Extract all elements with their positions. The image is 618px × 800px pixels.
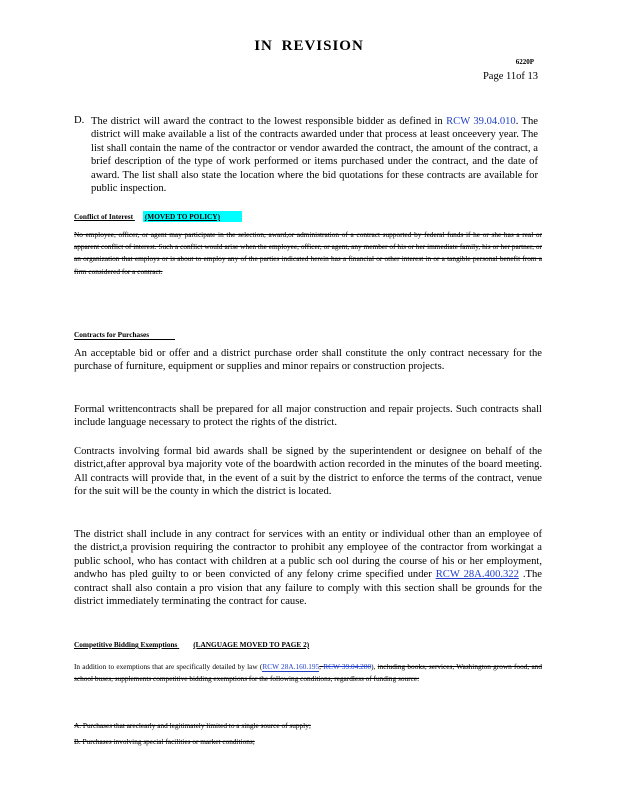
- contracts-paragraph-2: Formal writtencontracts shall be prepared for all major construction and repair projects. Such contracts shall include language necessary to protect the rights of the district.: [74, 404, 542, 429]
- contracts-paragraph-4-start: The district shall include in any contract for services with an entity or individual other than an employee of the district,a provision requiring the contractor to prohibit any employee of the contractor from workingat a public school, who has contact with children at a public sch ool during the course of his or her employment, andwho has pled guilty to or been convicted of any felony crime specified under: [74, 529, 542, 581]
- page-title: IN REVISION: [254, 38, 364, 54]
- competitive-link-separator: ,: [319, 662, 324, 671]
- competitive-paragraph: [74, 661, 542, 685]
- exemption-item-a: A. Purchases that areclearly and legitimately limited to a single source of supply;: [74, 721, 311, 730]
- section-d-text-start: The district will award the contract to the lowest responsible bidder as defined in: [91, 116, 447, 127]
- language-moved-label: (LANGUAGE MOVED TO PAGE 2): [193, 640, 310, 649]
- rcw-39-04-280-link[interactable]: RCW 39.04.280: [323, 662, 372, 671]
- page-number: Page 11of 13: [482, 71, 538, 82]
- conflict-heading-text: Conflict of Interest: [74, 212, 134, 221]
- rcw-39-04-010-link[interactable]: RCW 39.04.010: [446, 116, 516, 127]
- section-d-text-end: . The district will make available a list of the contracts awarded under that process at least onceevery year. The list shall contain the name of the contractor or vendor awarded the contract, the amount of the contract, a brief description of the type of work performed or items purchased under the contract, and the date of award. The list shall also state the location where the bid quotations for these contracts are available for public inspection.: [91, 116, 539, 195]
- section-d-marker: D.: [74, 115, 85, 126]
- competitive-struck-text: including books, services, Washington grown food, and school buses, supplements competitive bidding exemptions for the following conditions, regardless of funding source:: [74, 662, 542, 684]
- rcw-28a-160-195-link[interactable]: RCW 28A.160.195: [262, 662, 320, 671]
- competitive-heading: [74, 640, 309, 649]
- contracts-paragraph-4: [74, 528, 542, 608]
- rcw-28a-400-322-link[interactable]: RCW 28A.400.322: [435, 569, 519, 581]
- contracts-heading: Contracts for Purchases: [74, 330, 175, 340]
- competitive-line-start: In addition to exemptions that are specifically detailed by law (: [74, 662, 263, 671]
- competitive-heading-text: Competitive Bidding Exemptions: [74, 640, 178, 649]
- contracts-paragraph-3: Contracts involving formal bid awards shall be signed by the superintendent or designee on behalf of the district,after approval bya majority vote of the boardwith action recorded in the minutes of the board meeting. All contracts will provide that, in the event of a suit by the district to enforce the terms of the contract, venue for the suit will be the county in which the district is located.: [74, 446, 542, 498]
- contracts-paragraph-1: An acceptable bid or offer and a district purchase order shall constitute the only contract necessary for the purchase of furniture, equipment or supplies and minor repairs or construction projects.: [74, 348, 542, 373]
- policy-code: 6220P: [515, 58, 534, 66]
- exemption-item-b: B. Purchases involving special facilities or market conditions;: [74, 737, 255, 746]
- moved-to-policy-label: (MOVED TO POLICY): [143, 211, 242, 222]
- section-d-paragraph: [91, 115, 538, 195]
- contracts-paragraph-4-end: .The contract shall also contain a pro vision that any failure to comply with this section shall be grounds for the district immediately terminating the contract for cause.: [74, 569, 542, 608]
- competitive-line-end: ),: [371, 662, 376, 671]
- conflict-struck-paragraph: No employee, officer, or agent may participate in the selection, award,or administration of a contract supported by federal funds if he or she has a real or apparent conflict of interest. Such a conflict would arise when the employee, officer, or agent, any member of his or her immediate family, his or her partner, or an organization that employs or is about to employ any of the parties indicated herein has a financial or other interest in or a tangible personal benefit from a firm considered for a contract.: [74, 230, 542, 276]
- conflict-heading: [74, 212, 242, 221]
